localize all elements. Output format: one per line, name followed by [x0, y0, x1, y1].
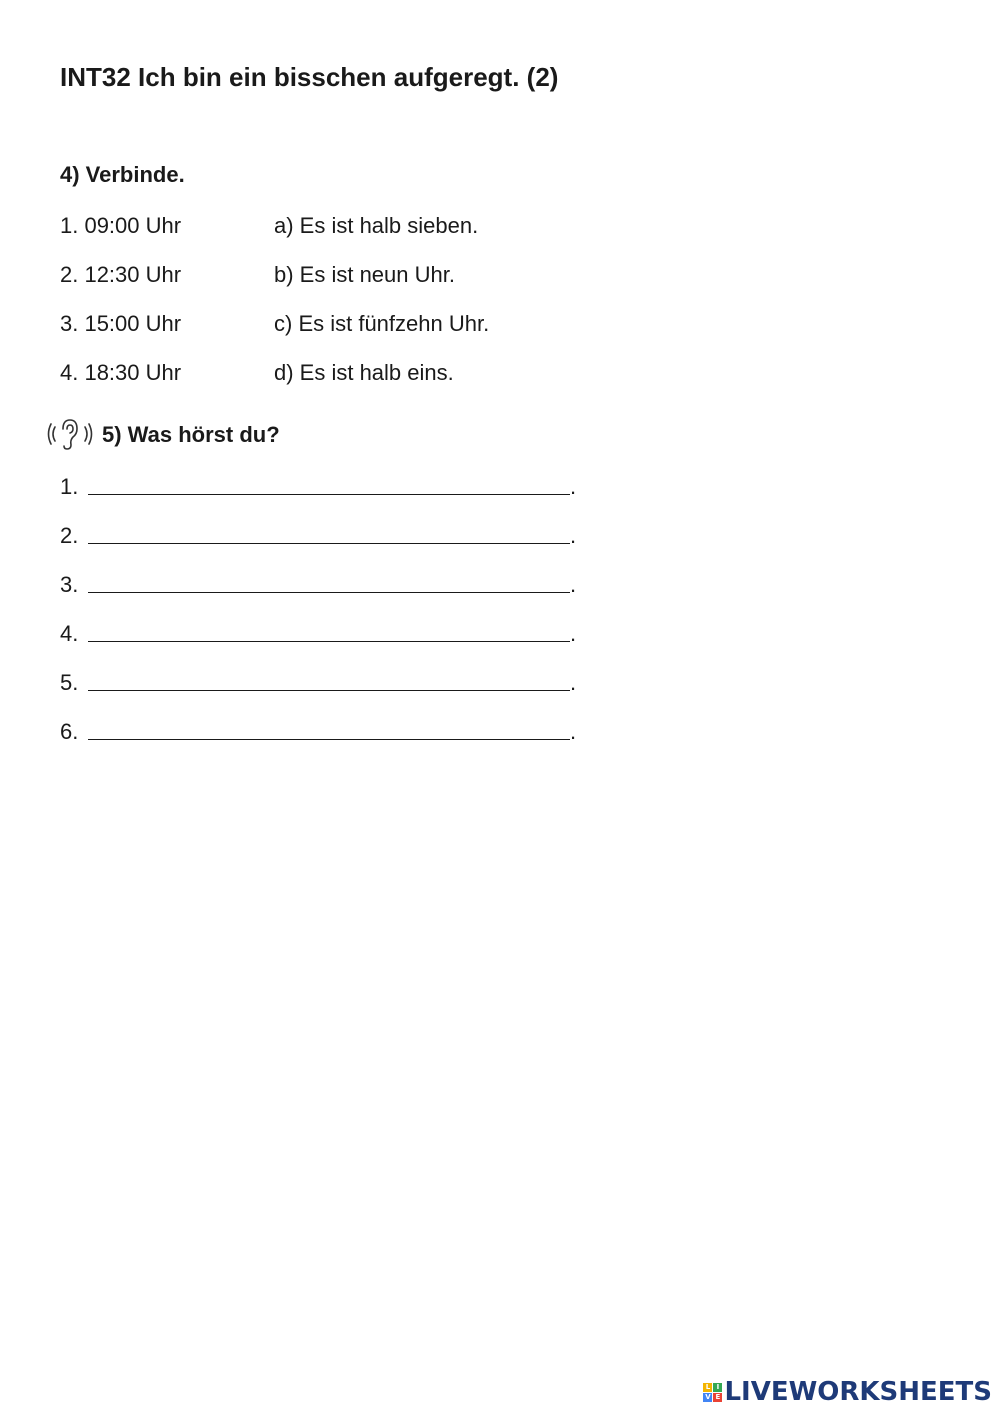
match-time: 4. 18:30 Uhr [60, 360, 182, 385]
answer-number: 1. [60, 474, 79, 499]
match-time: 1. 09:00 Uhr [60, 213, 182, 238]
answer-number: 2. [60, 523, 79, 548]
answer-number: 4. [60, 621, 79, 646]
answer-period: . [570, 670, 577, 695]
answer-line [60, 717, 580, 747]
logo-mark-letter: I [713, 1383, 722, 1392]
answer-period: . [570, 523, 577, 548]
answer-line [60, 619, 580, 649]
logo-mark-letter: E [713, 1393, 722, 1402]
logo-mark-icon [703, 1383, 722, 1402]
answer-number: 3. [60, 572, 79, 597]
match-sentence: d) Es ist halb eins. [274, 360, 454, 385]
match-time: 2. 12:30 Uhr [60, 262, 182, 287]
section-5-heading: 5) Was hörst du? [102, 422, 280, 447]
answer-line [60, 521, 580, 551]
answer-number: 6. [60, 719, 79, 744]
answer-period: . [570, 621, 577, 646]
logo-mark-letter: L [703, 1383, 712, 1392]
answer-blank[interactable] [88, 592, 570, 593]
answer-period: . [570, 572, 577, 597]
logo-mark-letter: V [705, 1392, 711, 1401]
answer-blank[interactable] [88, 739, 570, 740]
ear-listening-icon [46, 416, 94, 452]
answer-line [60, 472, 580, 502]
answer-number: 5. [60, 670, 79, 695]
section-4-heading: 4) Verbinde. [60, 162, 185, 187]
match-sentence: b) Es ist neun Uhr. [274, 262, 455, 287]
answer-blank[interactable] [88, 543, 570, 544]
logo-text: LIVEWORKSHEETS [724, 1377, 992, 1407]
liveworksheets-logo [703, 1377, 992, 1407]
answer-period: . [570, 474, 577, 499]
answer-line [60, 570, 580, 600]
answer-blank[interactable] [88, 690, 570, 691]
answer-period: . [570, 719, 577, 744]
answer-blank[interactable] [88, 641, 570, 642]
match-sentence: c) Es ist fünfzehn Uhr. [274, 311, 490, 336]
worksheet-title: INT32 Ich bin ein bisschen aufgeregt. (2) [60, 62, 559, 92]
match-sentence: a) Es ist halb sieben. [274, 213, 479, 238]
answer-blank[interactable] [88, 494, 570, 495]
answer-line [60, 668, 580, 698]
match-time: 3. 15:00 Uhr [60, 311, 182, 336]
